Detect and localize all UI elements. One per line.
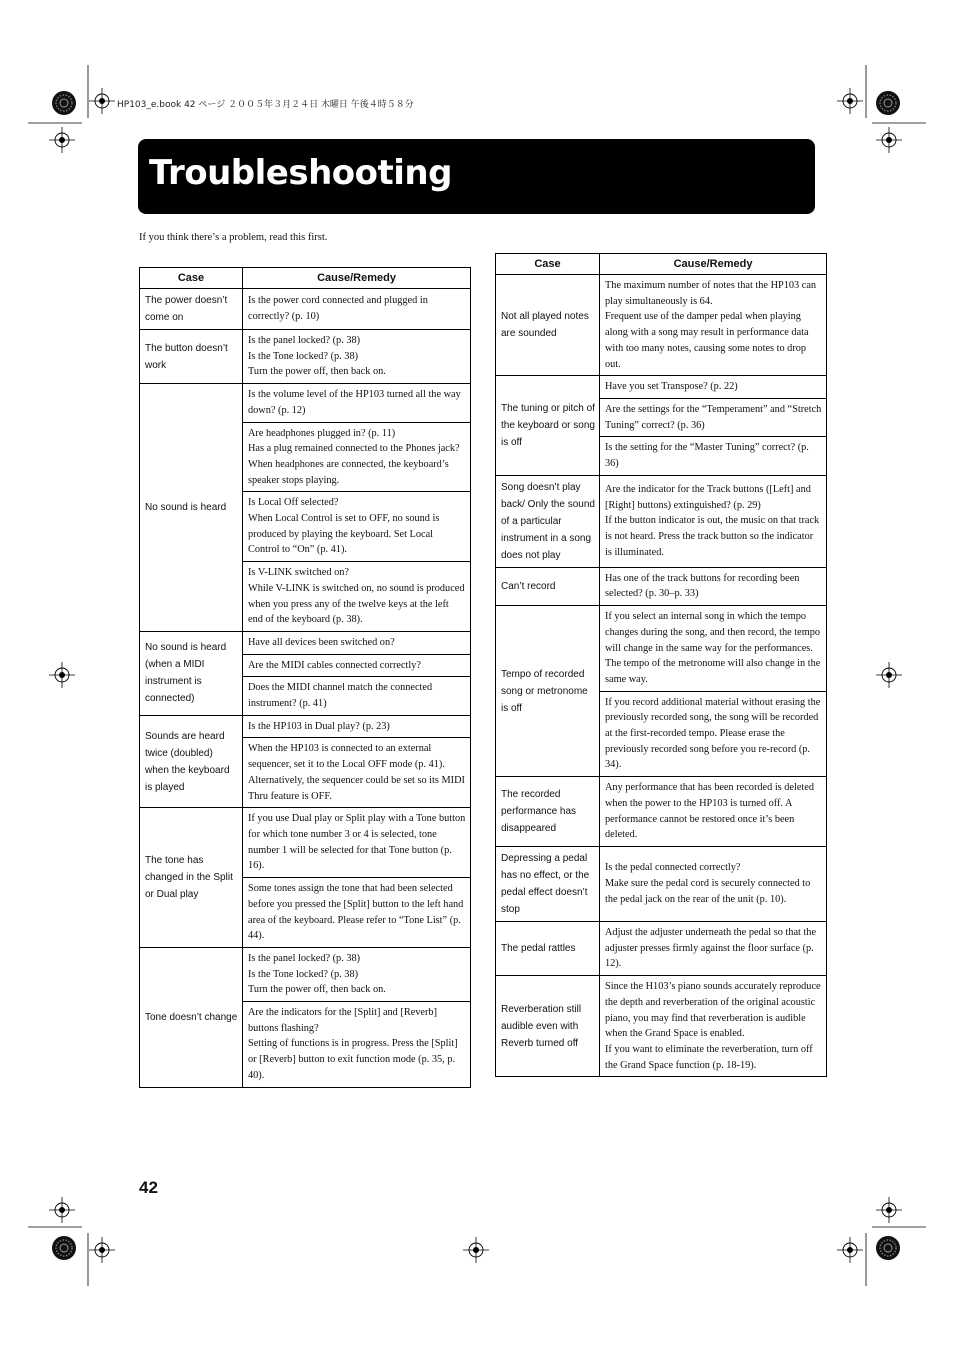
case-cell: The tuning or pitch of the keyboard or song is off	[496, 376, 600, 476]
remedy-cell: Is the panel locked? (p. 38) Is the Tone locked? (p. 38) Turn the power off, then back on.	[243, 330, 471, 384]
troubleshooting-table-left	[139, 267, 471, 1088]
case-cell: Can’t record	[496, 567, 600, 605]
registration-mark-icon	[837, 88, 863, 114]
table-row	[496, 606, 827, 692]
remedy-cell: If you record additional material without erasing the previously recorded song, the song will be recorded at the first-recorded tempo. Please erase the previously recorded song before you re-record (p. 34).	[600, 691, 827, 777]
table-row	[496, 475, 827, 567]
case-cell: Sounds are heard twice (doubled) when the keyboard is played	[140, 715, 243, 808]
registration-mark-icon	[876, 1236, 900, 1260]
remedy-cell: Is the pedal connected correctly? Make sure the pedal cord is securely connected to the pedal jack on the rear of the unit (p. 10).	[600, 846, 827, 921]
case-cell: Depressing a pedal has no effect, or the pedal effect doesn’t stop	[496, 846, 600, 921]
remedy-cell: Any performance that has been recorded is deleted when the power to the HP103 is turned off. A performance cannot be restored once it’s been deleted.	[600, 777, 827, 847]
remedy-cell: Has one of the track buttons for recording been selected? (p. 30–p. 33)	[600, 567, 827, 605]
case-cell: The button doesn’t work	[140, 330, 243, 384]
registration-mark-icon	[876, 662, 902, 688]
case-column-header: Case	[140, 268, 243, 289]
registration-mark-icon	[49, 127, 75, 153]
case-cell: The power doesn’t come on	[140, 289, 243, 330]
remedy-cell: Have all devices been switched on?	[243, 631, 471, 654]
registration-mark-icon	[876, 1197, 902, 1223]
title-banner	[138, 139, 815, 214]
case-cell: Song doesn’t play back/ Only the sound of a particular instrument in a song does not play	[496, 475, 600, 567]
case-cell: The recorded performance has disappeared	[496, 777, 600, 847]
table-row	[140, 330, 471, 384]
remedy-cell: Are the indicator for the Track buttons ([Left] and [Right] buttons) extinguished? (p. 29) If the button indicator is out, the music on that track is not heard. Press the track button so the indicator is illuminated.	[600, 475, 827, 567]
registration-mark-icon	[89, 88, 115, 114]
case-cell: Tone doesn’t change	[140, 947, 243, 1087]
case-cell: Reverberation still audible even with Reverb turned off	[496, 976, 600, 1077]
remedy-cell: Are the settings for the “Temperament” and “Stretch Tuning” correct? (p. 36)	[600, 398, 827, 436]
troubleshooting-table-right	[495, 253, 827, 1077]
table-row	[140, 631, 471, 654]
remedy-cell: If you select an internal song in which the tempo changes during the song, and then record, the tempo will change in the same way for the performances. The tempo of the metronome will also change in the same way.	[600, 606, 827, 692]
case-cell: The pedal rattles	[496, 921, 600, 975]
case-cell: The tone has changed in the Split or Dual play	[140, 808, 243, 948]
registration-mark-icon	[49, 662, 75, 688]
table-row	[496, 846, 827, 921]
file-info-header: HP103_e.book 42 ページ ２００５年３月２４日 木曜日 午後４時５８分	[117, 100, 414, 110]
case-cell: Tempo of recorded song or metronome is off	[496, 606, 600, 777]
table-row	[140, 289, 471, 330]
remedy-column-header: Cause/Remedy	[600, 254, 827, 275]
case-column-header: Case	[496, 254, 600, 275]
registration-mark-icon	[463, 1237, 489, 1263]
remedy-column-header: Cause/Remedy	[243, 268, 471, 289]
table-row	[496, 376, 827, 399]
registration-mark-icon	[837, 1237, 863, 1263]
remedy-cell: Is V-LINK switched on? While V-LINK is switched on, no sound is produced when you press any of the twelve keys at the left end of the keyboard (p. 38).	[243, 562, 471, 632]
remedy-cell: If you use Dual play or Split play with a Tone button for which tone number 3 or 4 is selected, tone number 1 will be selected for that Tone button (p. 16).	[243, 808, 471, 878]
table-row	[140, 715, 471, 738]
remedy-cell: Is Local Off selected? When Local Control is set to OFF, no sound is produced by playing the keyboard. Set Local Control to “On” (p. 41).	[243, 492, 471, 562]
table-row	[140, 384, 471, 422]
remedy-cell: Does the MIDI channel match the connected instrument? (p. 41)	[243, 677, 471, 715]
case-cell: Not all played notes are sounded	[496, 275, 600, 376]
remedy-cell: Adjust the adjuster underneath the pedal so that the adjuster presses firmly against the floor surface (p. 12).	[600, 921, 827, 975]
table-row	[496, 275, 827, 376]
remedy-cell: Is the HP103 in Dual play? (p. 23)	[243, 715, 471, 738]
registration-mark-icon	[52, 91, 76, 115]
registration-mark-icon	[52, 1236, 76, 1260]
page-title: Troubleshooting	[149, 153, 452, 193]
remedy-cell: Are the indicators for the [Split] and [Reverb] buttons flashing? Setting of functions is in progress. Press the [Split] or [Reverb] button to exit function mode (p. 35, p. 40).	[243, 1002, 471, 1088]
registration-mark-icon	[876, 91, 900, 115]
remedy-cell: The maximum number of notes that the HP103 can play simultaneously is 64. Frequent use of the damper pedal when playing along with a song may result in performance data with too many notes, causing some notes to drop out.	[600, 275, 827, 376]
table-row	[496, 921, 827, 975]
intro-text: If you think there’s a problem, read this first.	[139, 232, 328, 243]
table-row	[140, 808, 471, 878]
registration-mark-icon	[89, 1237, 115, 1263]
remedy-cell: Is the panel locked? (p. 38) Is the Tone locked? (p. 38) Turn the power off, then back on.	[243, 947, 471, 1001]
remedy-cell: Since the H103’s piano sounds accurately reproduce the depth and reverberation of the original acoustic piano, you may find that reverberation is audible when the Grand Space is enabled. If you want to eliminate the reverberation, turn off the Grand Space function (p. 18-19).	[600, 976, 827, 1077]
case-cell: No sound is heard (when a MIDI instrument is connected)	[140, 631, 243, 715]
table-header-row	[140, 268, 471, 289]
remedy-cell: Are the MIDI cables connected correctly?	[243, 654, 471, 677]
case-cell: No sound is heard	[140, 384, 243, 632]
table-row	[496, 976, 827, 1077]
table-row	[496, 567, 827, 605]
registration-mark-icon	[876, 127, 902, 153]
registration-mark-icon	[49, 1197, 75, 1223]
table-header-row	[496, 254, 827, 275]
table-row	[140, 947, 471, 1001]
remedy-cell: Is the power cord connected and plugged in correctly? (p. 10)	[243, 289, 471, 330]
table-row	[496, 777, 827, 847]
remedy-cell: Some tones assign the tone that had been selected before you pressed the [Split] button to the left hand area of the keyboard. Please refer to “Tone List” (p. 44).	[243, 878, 471, 948]
remedy-cell: Have you set Transpose? (p. 22)	[600, 376, 827, 399]
remedy-cell: Is the setting for the “Master Tuning” correct? (p. 36)	[600, 437, 827, 475]
remedy-cell: Are headphones plugged in? (p. 11) Has a plug remained connected to the Phones jack? When headphones are connected, the keyboard’s speaker stops playing.	[243, 422, 471, 492]
page-number: 42	[139, 1178, 158, 1197]
remedy-cell: Is the volume level of the HP103 turned all the way down? (p. 12)	[243, 384, 471, 422]
remedy-cell: When the HP103 is connected to an external sequencer, set it to the Local OFF mode (p. 41). Alternatively, the sequencer could be set so its MIDI Thru feature is OFF.	[243, 738, 471, 808]
